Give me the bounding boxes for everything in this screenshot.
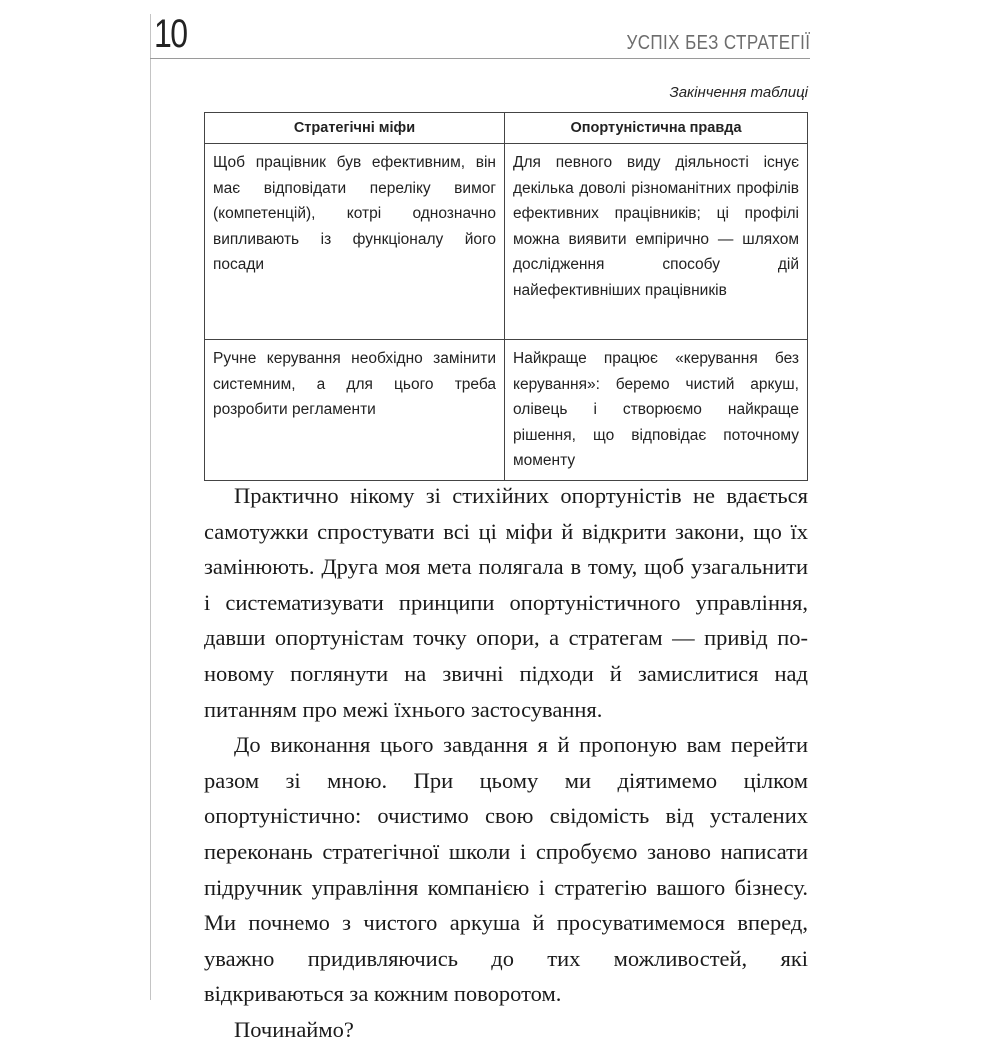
paragraph: Практично нікому зі стихійних опортуністів не вдається самотужки спростувати всі ці міфи й відкрити закони, що їх замінюють. Друга моя мета полягала в тому, щоб узагальнити і систематизувати принципи опортуністичного управління, давши опортуністам точку опори, а стратегам — привід по-новому поглянути на звичні підходи й замислитися над питанням про межі їхнього застосування.: [204, 483, 808, 722]
page-number: 10: [154, 12, 187, 56]
table-row: [205, 144, 808, 340]
table-caption: Закінчення таблиці: [669, 84, 808, 101]
table-row: [205, 340, 808, 481]
margin-rule: [150, 14, 151, 1000]
paragraph: До виконання цього завдання я й пропоную вам перейти разом зі мною. При цьому ми діятимемо цілком опортуністично: очистимо свою свідомість від усталених переконань стратегічної школи і спробуємо заново написати підручник управління компанією і стратегію вашого бізнесу. Ми почнемо з чистого аркуша й просуватимемося вперед, уважно придивляючись до тих можливостей, які відкриваються за кожним поворотом.: [204, 732, 808, 1007]
myth-cell: Щоб працівник був ефективним, він має відповідати переліку вимог (компетенцій), котрі однозначно випливають із функціоналу його посади: [205, 144, 505, 340]
table-header-row: [205, 113, 808, 144]
column-header-myths: Стратегічні міфи: [205, 113, 505, 144]
truth-cell: Для певного виду діяльності існує декілька доволі різноманітних профілів ефективних працівників; ці профілі можна виявити емпірично — шляхом дослідження способу дій найефективніших працівників: [505, 144, 808, 340]
myths-table: [204, 112, 808, 481]
truth-cell: Найкраще працює «керування без керування»: беремо чистий аркуш, олівець і створюємо найкраще рішення, що відповідає поточному моменту: [505, 340, 808, 481]
column-header-truth: Опортуністична правда: [505, 113, 808, 144]
page-header: [150, 14, 810, 58]
paragraph: Починаймо?: [234, 1016, 354, 1042]
myth-cell: Ручне керування необхідно замінити системним, а для цього треба розробити регламенти: [205, 340, 505, 481]
body-text: [204, 478, 808, 1048]
running-title: УСПІХ БЕЗ СТРАТЕГІЇ: [626, 32, 810, 54]
header-divider: [150, 58, 810, 59]
